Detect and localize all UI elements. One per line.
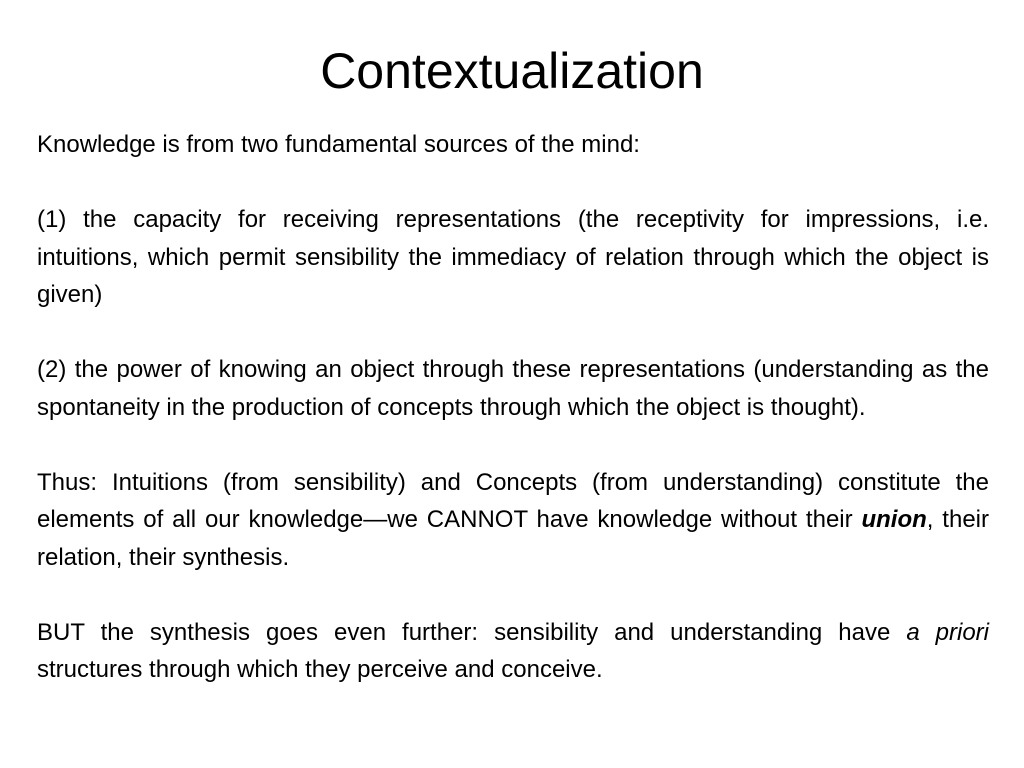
paragraph-a-priori-text-end: structures through which they perceive and conceive.: [37, 656, 603, 683]
emphasis-union: union: [861, 506, 927, 533]
paragraph-receptivity: (1) the capacity for receiving representations (the receptivity for impressions, i.e. intuitions, which permit sensibility the immediacy of relation through which the object is given): [37, 206, 989, 308]
paragraph-a-priori: [37, 614, 989, 689]
paragraph-synthesis: [37, 464, 989, 577]
paragraph-intro: Knowledge is from two fundamental sources of the mind:: [37, 131, 640, 158]
slide-title: Contextualization: [320, 43, 704, 99]
slide-body: [37, 126, 989, 689]
paragraph-understanding: (2) the power of knowing an object through these representations (understanding as the spontaneity in the production of concepts through which the object is thought).: [37, 356, 989, 421]
emphasis-a-priori: a priori: [906, 618, 990, 646]
paragraph-synthesis-text-end: , their relation, their synthesis.: [37, 506, 989, 571]
paragraph-a-priori-text-start: BUT the synthesis goes even further: sensibility and understanding have: [37, 618, 907, 646]
paragraph-synthesis-text-start: Thus: Intuitions (from sensibility) and Concepts (from understanding) constitute the elements of all our knowledge—we CANNOT have knowledge without their: [37, 468, 989, 533]
